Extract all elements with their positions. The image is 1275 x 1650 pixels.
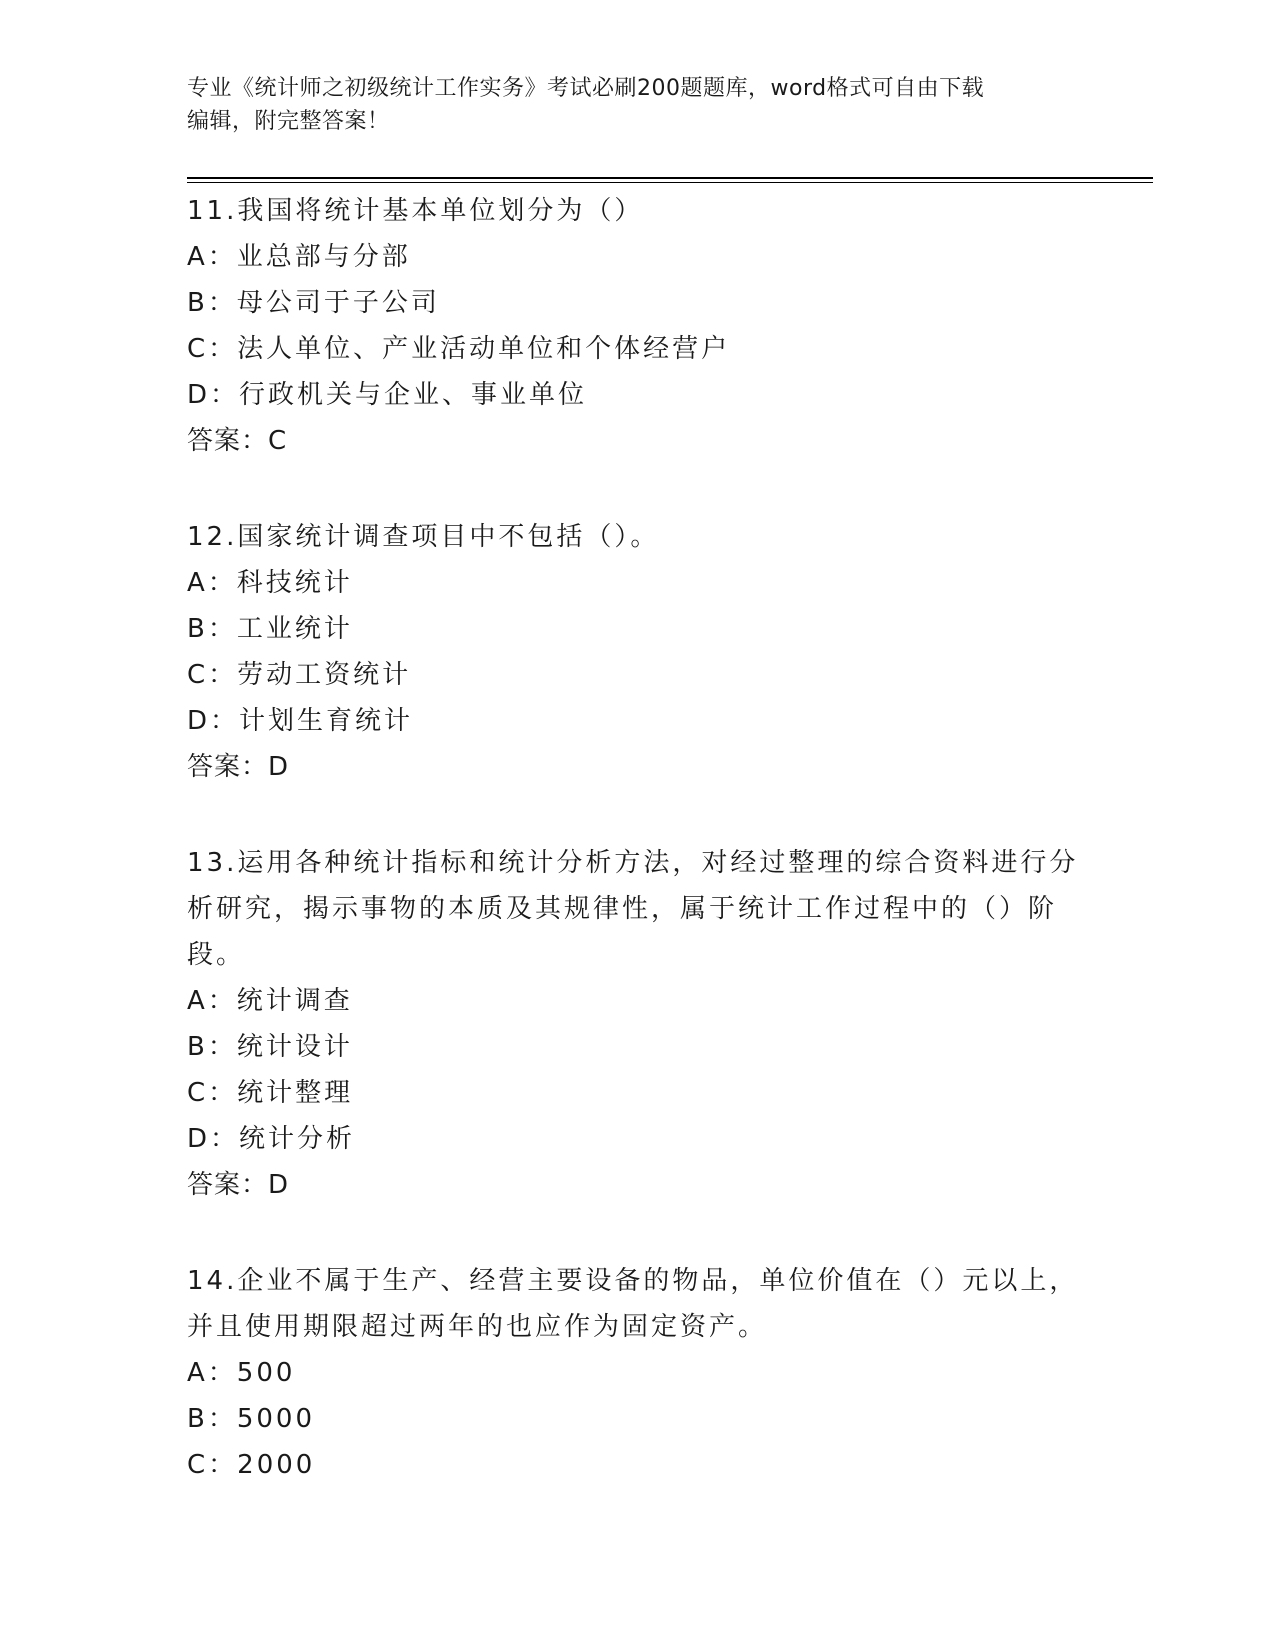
question-stem: 14.企业不属于生产、经营主要设备的物品，单位价值在（）元以上，并且使用期限超过两年的也应作为固定资产。 [187,1266,1079,1342]
option-c: C：法人单位、产业活动单位和个体经营户 [187,334,731,364]
question-item [187,1258,1087,1488]
question-item [187,514,1087,790]
option-c: C：劳动工资统计 [187,660,412,690]
document-header [187,72,1087,138]
header-line-2: 编辑，附完整答案！ [187,109,390,134]
header-divider-thin [187,182,1153,183]
option-a: A：科技统计 [187,568,353,598]
option-b: B：统计设计 [187,1032,353,1062]
option-b: B：母公司于子公司 [187,288,440,318]
option-a: A：500 [187,1358,296,1388]
option-a: A：统计调查 [187,986,353,1016]
option-d: D：计划生育统计 [187,706,414,736]
question-list [187,188,1087,1538]
answer-line: 答案：D [187,752,290,782]
option-c: C：2000 [187,1450,316,1480]
option-d: D：行政机关与企业、事业单位 [187,380,588,410]
option-b: B：5000 [187,1404,316,1434]
answer-line: 答案：C [187,426,288,456]
question-stem: 12.国家统计调查项目中不包括（）。 [187,522,660,552]
option-c: C：统计整理 [187,1078,354,1108]
header-line-1: 专业《统计师之初级统计工作实务》考试必刷200题题库，word格式可自由下载 [187,76,985,101]
question-item [187,840,1087,1208]
option-d: D：统计分析 [187,1124,356,1154]
option-b: B：工业统计 [187,614,353,644]
question-stem: 13.运用各种统计指标和统计分析方法，对经过整理的综合资料进行分析研究，揭示事物的本质及其规律性，属于统计工作过程中的（）阶段。 [187,848,1079,970]
question-stem: 11.我国将统计基本单位划分为（） [187,196,644,226]
header-divider-thick [187,177,1153,179]
question-item [187,188,1087,464]
answer-line: 答案：D [187,1170,290,1200]
option-a: A：业总部与分部 [187,242,411,272]
